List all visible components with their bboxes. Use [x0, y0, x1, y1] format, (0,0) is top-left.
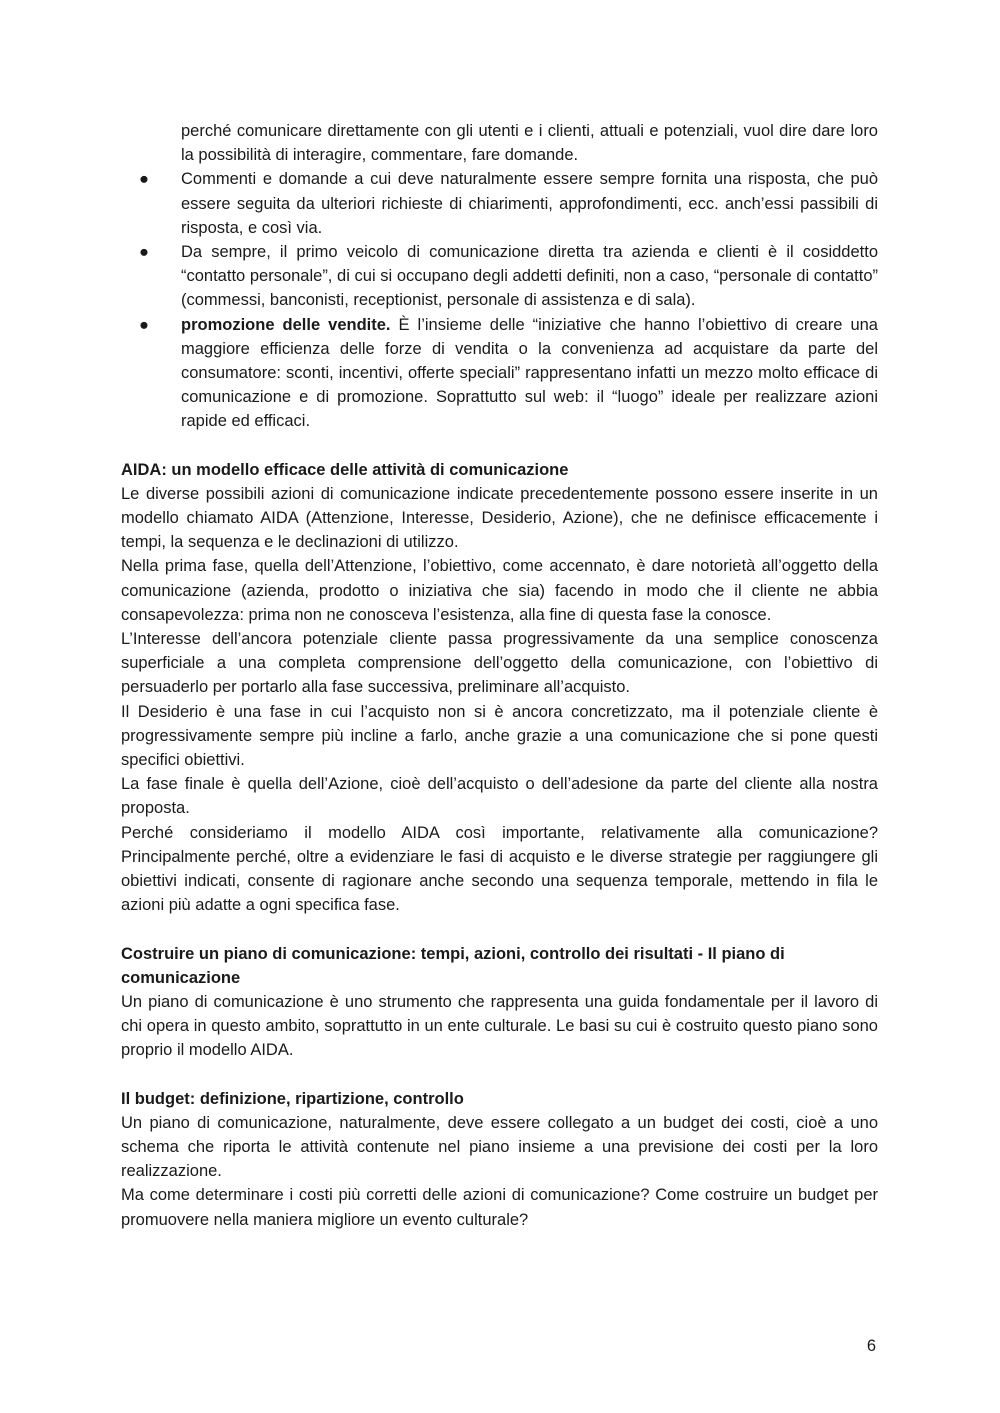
bullet-text: Da sempre, il primo veicolo di comunicazione diretta tra azienda e clienti è il cosiddetto “contatto personale”, di cui si occupano degli addetti definiti, non a caso, “personale di contatto” (commessi, banconisti, receptionist, personale di assistenza e di sala).	[181, 243, 878, 310]
section-heading-piano: Costruire un piano di comunicazione: tempi, azioni, controllo dei risultati - Il piano di comunicazione	[121, 944, 785, 987]
paragraph: Un piano di comunicazione è uno strumento che rappresenta una guida fondamentale per il lavoro di chi opera in questo ambito, soprattutto in un ente culturale. Le basi su cui è costruito questo piano sono proprio il modello AIDA.	[121, 992, 878, 1060]
paragraph: Il Desiderio è una fase in cui l’acquisto non si è ancora concretizzato, ma il potenziale cliente è progressivamente sempre più incline a farlo, anche grazie a una comunicazione che si pone questi specifici obiettivi.	[121, 702, 878, 770]
list-item	[139, 240, 878, 313]
page-number: 6	[866, 1337, 876, 1355]
page-content	[121, 119, 878, 1232]
bullet-icon: ●	[139, 243, 149, 262]
bullet-text: È l’insieme delle “iniziative che hanno l’obiettivo di creare una maggiore efficienza delle forze di vendita o la convenienza ad acquistare da parte del consumatore: sconti, incentivi, offerte speciali” rappresentano infatti un mezzo molto efficace di comunicazione e di promozione. Soprattutto sul web: il “luogo” ideale per realizzare azioni rapide ed efficaci.	[181, 315, 878, 431]
paragraph: La fase finale è quella dell’Azione, cioè dell’acquisto o dell’adesione da parte del cliente alla nostra proposta.	[121, 775, 878, 818]
paragraph: Perché consideriamo il modello AIDA così importante, relativamente alla comunicazione? Principalmente perché, oltre a evidenziare le fasi di acquisto e le diverse strategie per raggiungere gli obiettivi indicati, consente di ragionare anche secondo una sequenza temporale, mettendo in fila le azioni più adatte a ogni specifica fase.	[121, 823, 878, 915]
bullet-text: Commenti e domande a cui deve naturalmente essere sempre fornita una risposta, che può essere seguita da ulteriori richieste di chiarimenti, approfondimenti, ecc. anch’essi passibili di risposta, e così via.	[181, 170, 878, 237]
paragraph: Le diverse possibili azioni di comunicazione indicate precedentemente possono essere inserite in un modello chiamato AIDA (Attenzione, Interesse, Desiderio, Azione), che ne definisce efficacemente i tempi, la sequenza e le declinazioni di utilizzo.	[121, 484, 878, 552]
bullet-list	[121, 119, 878, 434]
list-item	[139, 313, 878, 434]
section-heading-aida: AIDA: un modello efficace delle attività di comunicazione	[121, 460, 569, 479]
bullet-continuation-text: perché comunicare direttamente con gli utenti e i clienti, attuali e potenziali, vuol dire dare loro la possibilità di interagire, commentare, fare domande.	[181, 122, 878, 165]
paragraph: Un piano di comunicazione, naturalmente, deve essere collegato a un budget dei costi, cioè a uno schema che riporta le attività contenute nel piano insieme a una previsione dei costi per la loro realizzazione.	[121, 1113, 878, 1181]
bullet-icon: ●	[139, 315, 149, 334]
list-item	[139, 167, 878, 240]
bullet-bold-term: promozione delle vendite.	[181, 315, 391, 334]
bullet-icon: ●	[139, 170, 149, 189]
paragraph: Nella prima fase, quella dell’Attenzione, l’obiettivo, come accennato, è dare notorietà all’oggetto della comunicazione (azienda, prodotto o iniziativa che sia) facendo in modo che il cliente ne abbia consapevolezza: prima non ne conosceva l’esistenza, alla fine di questa fase la conosce.	[121, 557, 878, 624]
paragraph: L’Interesse dell’ancora potenziale cliente passa progressivamente da una semplice conoscenza superficiale a una completa comprensione dell’oggetto della comunicazione, con l’obiettivo di persuaderlo per portarlo alla fase successiva, preliminare all’acquisto.	[121, 630, 878, 697]
paragraph: Ma come determinare i costi più corretti delle azioni di comunicazione? Come costruire un budget per promuovere nella maniera migliore un evento culturale?	[121, 1186, 878, 1229]
list-item	[181, 119, 878, 167]
section-heading-budget: Il budget: definizione, ripartizione, controllo	[121, 1089, 464, 1108]
